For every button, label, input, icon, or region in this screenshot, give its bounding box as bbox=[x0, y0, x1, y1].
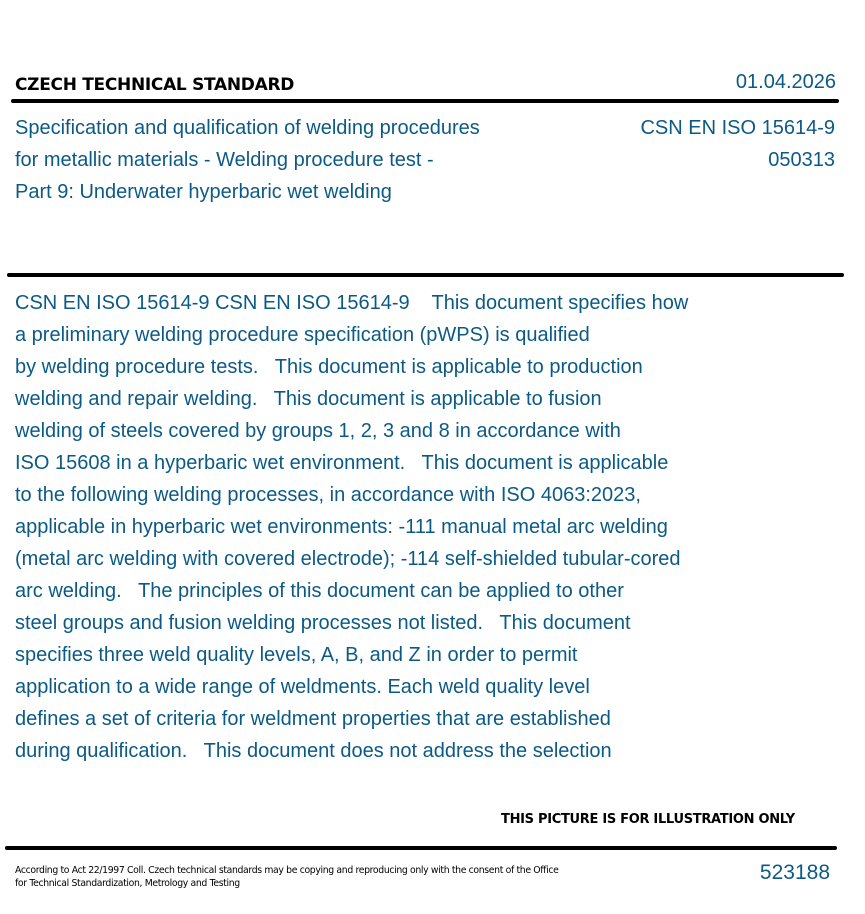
abstract-line: CSN EN ISO 15614-9 CSN EN ISO 15614-9 This document specifies how bbox=[15, 292, 689, 314]
document-number: 523188 bbox=[759, 861, 830, 884]
abstract-line: by welding procedure tests. This document is applicable to production bbox=[15, 356, 643, 378]
standard-type-label: CZECH TECHNICAL STANDARD bbox=[15, 75, 295, 95]
classification-code: 050313 bbox=[768, 149, 835, 171]
abstract-line: welding and repair welding. This document is applicable to fusion bbox=[15, 388, 602, 410]
abstract-line: arc welding. The principles of this document can be applied to other bbox=[15, 580, 624, 602]
legal-line: for Technical Standardization, Metrology and Testing bbox=[15, 878, 240, 889]
abstract-line: application to a wide range of weldments. Each weld quality level bbox=[15, 676, 590, 698]
abstract-line: specifies three weld quality levels, A, B, and Z in order to permit bbox=[15, 644, 578, 666]
standard-code: CSN EN ISO 15614-9 bbox=[640, 117, 835, 139]
abstract-line: applicable in hyperbaric wet environments: -111 manual metal arc welding bbox=[15, 516, 668, 538]
footer-divider bbox=[5, 846, 837, 850]
title-divider bbox=[7, 273, 844, 277]
abstract-line: a preliminary welding procedure specification (pWPS) is qualified bbox=[15, 324, 590, 346]
abstract-line: defines a set of criteria for weldment properties that are established bbox=[15, 708, 611, 730]
title-line: Specification and qualification of welding procedures bbox=[15, 117, 480, 139]
abstract-line: during qualification. This document does not address the selection bbox=[15, 740, 612, 762]
illustration-notice: THIS PICTURE IS FOR ILLUSTRATION ONLY bbox=[501, 812, 795, 827]
abstract-line: welding of steels covered by groups 1, 2, 3 and 8 in accordance with bbox=[15, 420, 621, 442]
abstract-line: steel groups and fusion welding processes not listed. This document bbox=[15, 612, 631, 634]
publication-date: 01.04.2026 bbox=[735, 71, 836, 93]
legal-line: According to Act 22/1997 Coll. Czech technical standards may be copying and reproducing only with the consent of the Office bbox=[15, 865, 559, 876]
title-line: for metallic materials - Welding procedure test - bbox=[15, 149, 434, 171]
abstract-line: to the following welding processes, in accordance with ISO 4063:2023, bbox=[15, 484, 641, 506]
abstract-line: (metal arc welding with covered electrode); -114 self-shielded tubular-cored bbox=[15, 548, 681, 570]
title-line: Part 9: Underwater hyperbaric wet welding bbox=[15, 181, 392, 203]
abstract-line: ISO 15608 in a hyperbaric wet environment. This document is applicable bbox=[15, 452, 669, 474]
header-divider bbox=[11, 99, 839, 103]
legal-notice bbox=[15, 864, 558, 890]
